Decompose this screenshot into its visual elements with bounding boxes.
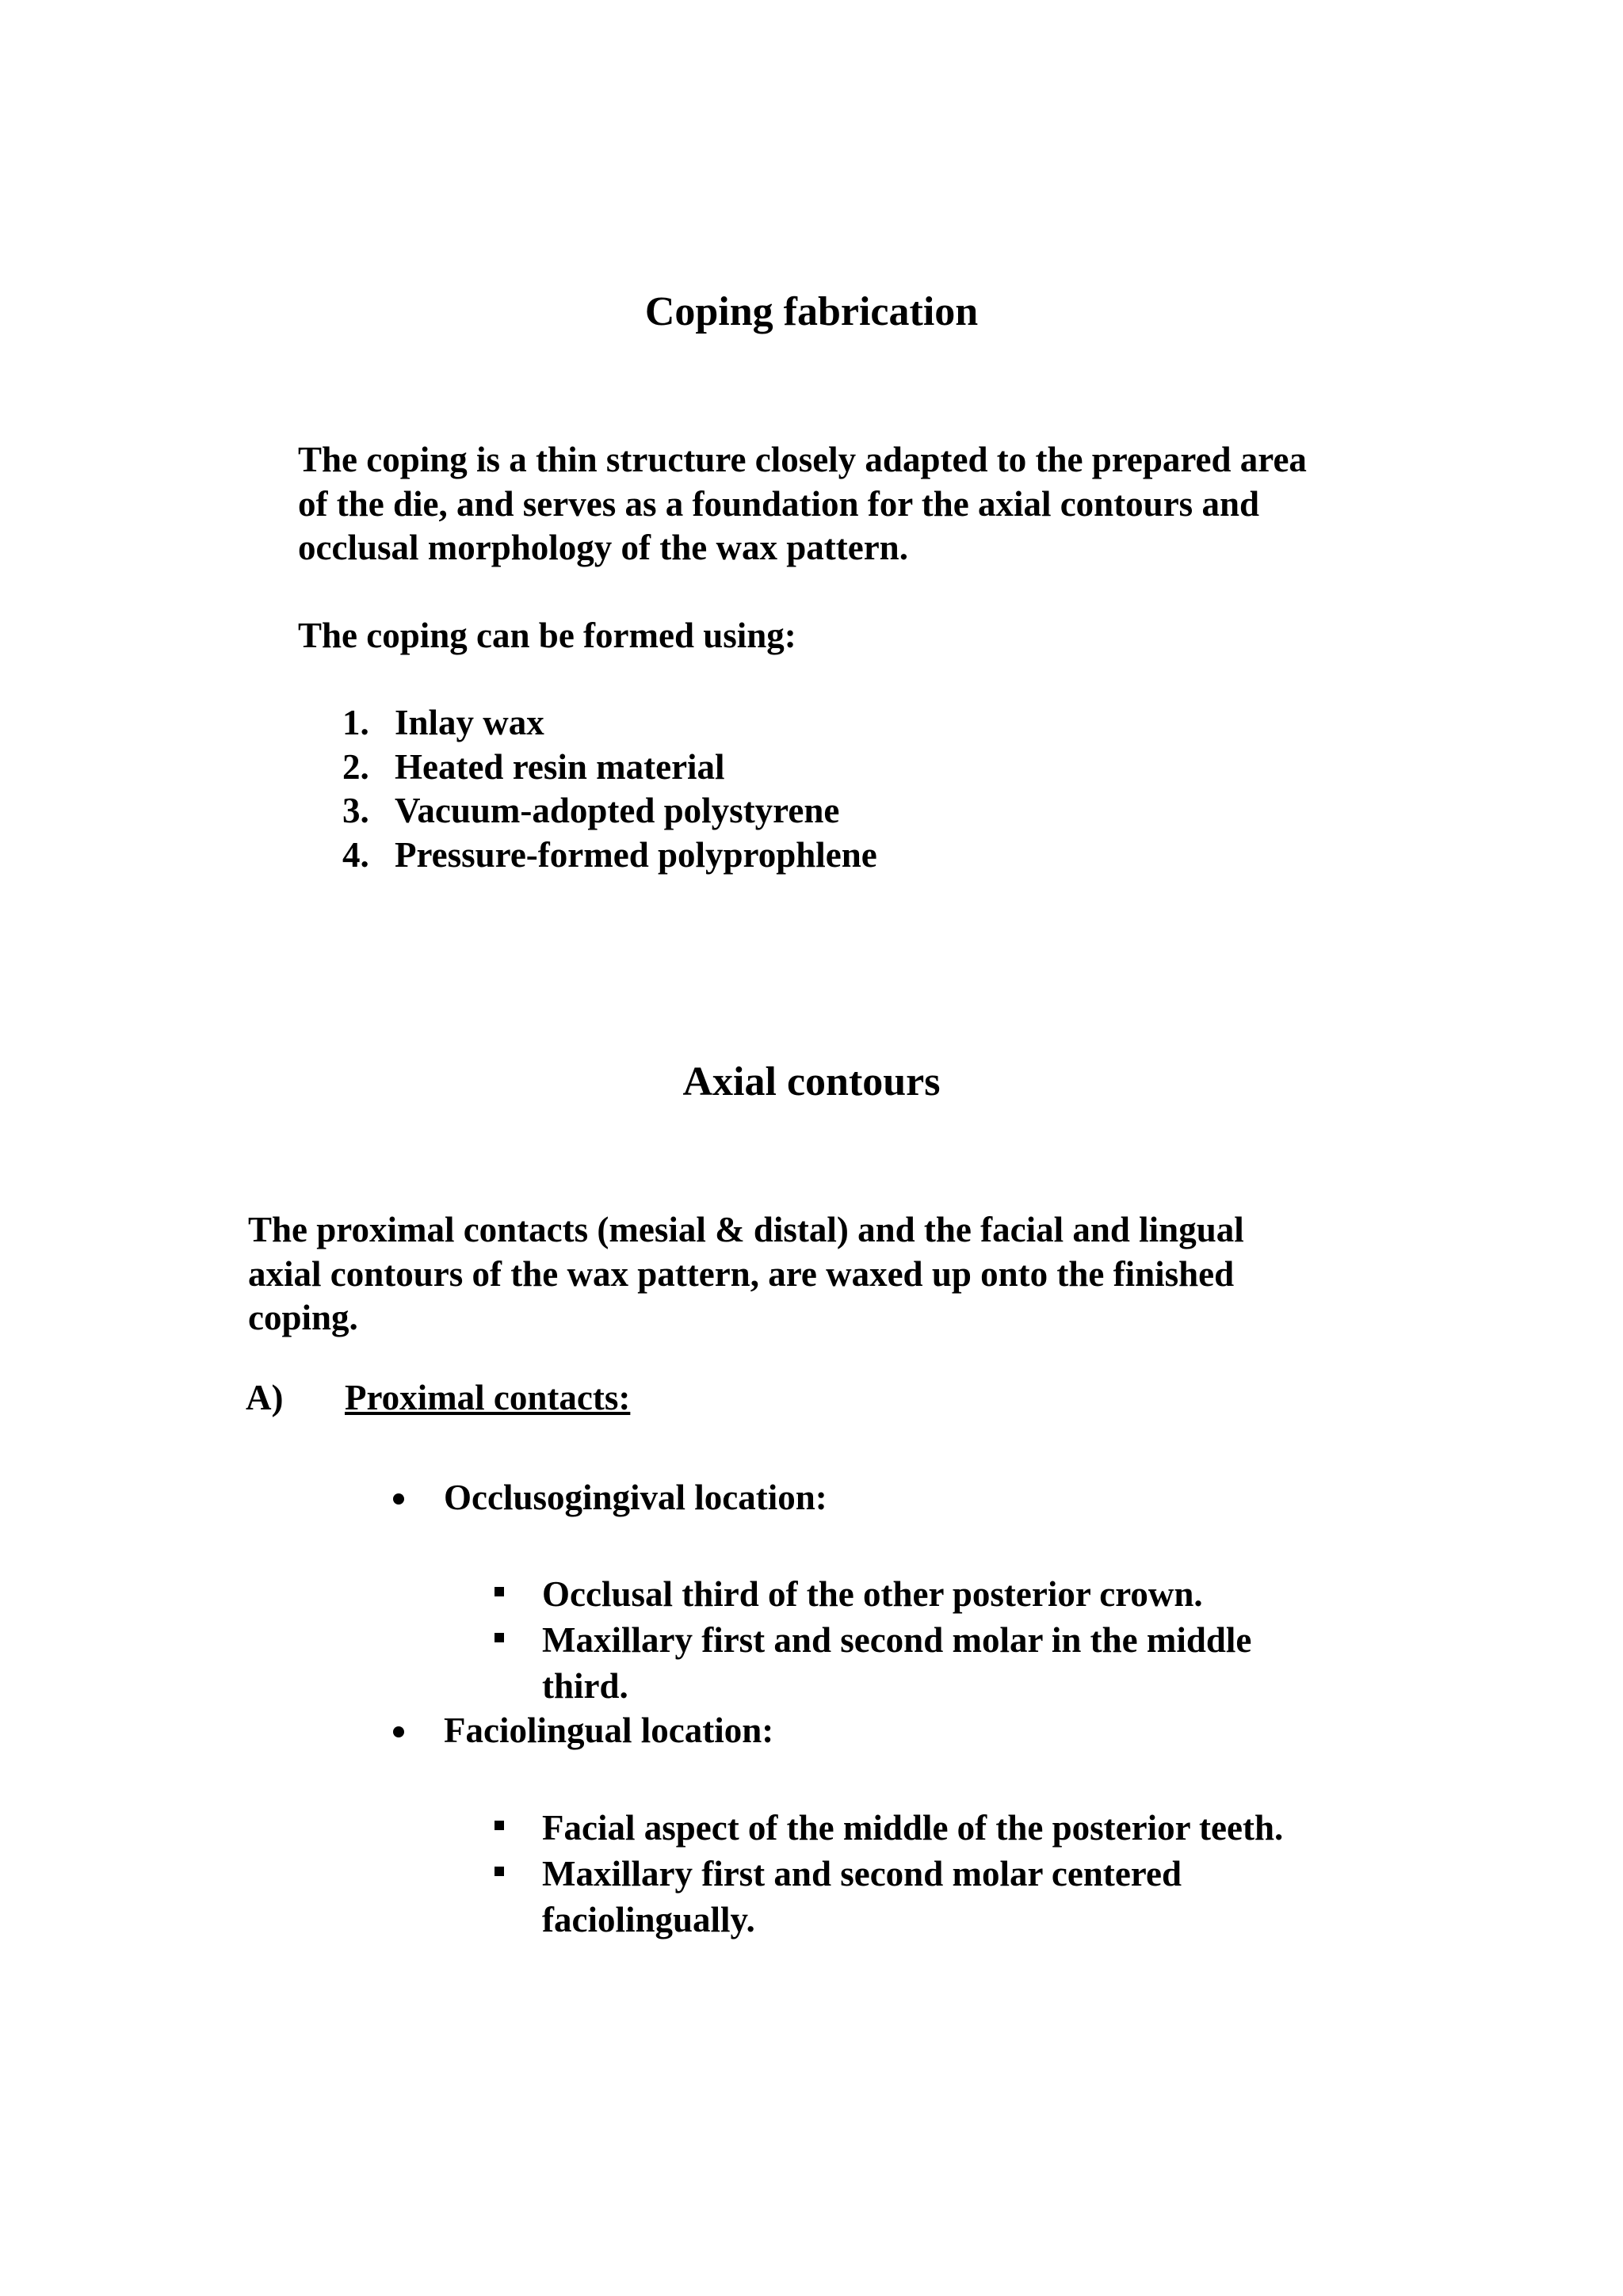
list-item <box>342 701 877 746</box>
square-bullet-icon <box>495 1821 504 1830</box>
paragraph-line: of the die, and serves as a foundation for the axial contours and <box>298 483 1260 524</box>
heading-coping-fabrication: Coping fabrication <box>644 289 979 334</box>
list-item <box>342 833 877 878</box>
bullet-dot-icon <box>393 1493 404 1505</box>
coping-description-paragraph <box>298 438 1307 570</box>
list-number: 3. <box>342 791 369 830</box>
list-number: 4. <box>342 834 369 875</box>
sub-bullet-line: Occlusal third of the other posterior crown. <box>542 1574 1203 1614</box>
sub-bullet-text <box>542 1805 1283 1851</box>
paragraph-line: occlusal morphology of the wax pattern. <box>298 528 908 567</box>
list-item-text: Pressure-formed polyprophlene <box>395 834 877 875</box>
list-number: 1. <box>342 703 369 742</box>
paragraph-line: The proximal contacts (mesial & distal) and the facial and lingual <box>248 1210 1244 1249</box>
axial-contours-paragraph <box>248 1208 1244 1341</box>
sub-bullet-text <box>542 1571 1203 1617</box>
list-item-text: Inlay wax <box>395 703 544 742</box>
paragraph-line: The coping is a thin structure closely adapted to the prepared area <box>298 440 1307 479</box>
list-item-text: Vacuum-adopted polystyrene <box>395 791 840 830</box>
square-bullet-icon <box>495 1587 504 1596</box>
paragraph-line: axial contours of the wax pattern, are waxed up onto the finished <box>248 1253 1235 1294</box>
sub-bullet-text <box>542 1617 1251 1709</box>
subsection-title: Proximal contacts: <box>345 1378 631 1417</box>
list-item <box>342 746 877 790</box>
coping-methods-list <box>342 701 877 877</box>
bullet-label: Faciolingual location: <box>444 1711 774 1750</box>
list-item <box>342 789 877 833</box>
subsection-proximal-contacts <box>246 1376 630 1420</box>
sub-bullet-line: Facial aspect of the middle of the posterior teeth. <box>542 1808 1284 1848</box>
sub-bullet-line: Maxillary first and second molar in the middle <box>542 1620 1252 1660</box>
bullet-label: Occlusogingival location: <box>444 1478 827 1517</box>
paragraph-line: coping. <box>248 1298 358 1337</box>
subsection-marker: A) <box>246 1378 284 1417</box>
list-item-text: Heated resin material <box>395 746 725 787</box>
bullet-dot-icon <box>393 1726 404 1737</box>
sub-bullet-line: Maxillary first and second molar centered <box>542 1854 1182 1894</box>
heading-axial-contours: Axial contours <box>682 1059 941 1104</box>
coping-methods-intro: The coping can be formed using: <box>298 616 796 655</box>
sub-bullet-text <box>542 1851 1182 1943</box>
sub-bullet-line: faciolingually. <box>542 1900 755 1939</box>
square-bullet-icon <box>495 1867 504 1876</box>
square-bullet-icon <box>495 1633 504 1642</box>
list-number: 2. <box>342 746 369 787</box>
sub-bullet-line: third. <box>542 1666 628 1706</box>
